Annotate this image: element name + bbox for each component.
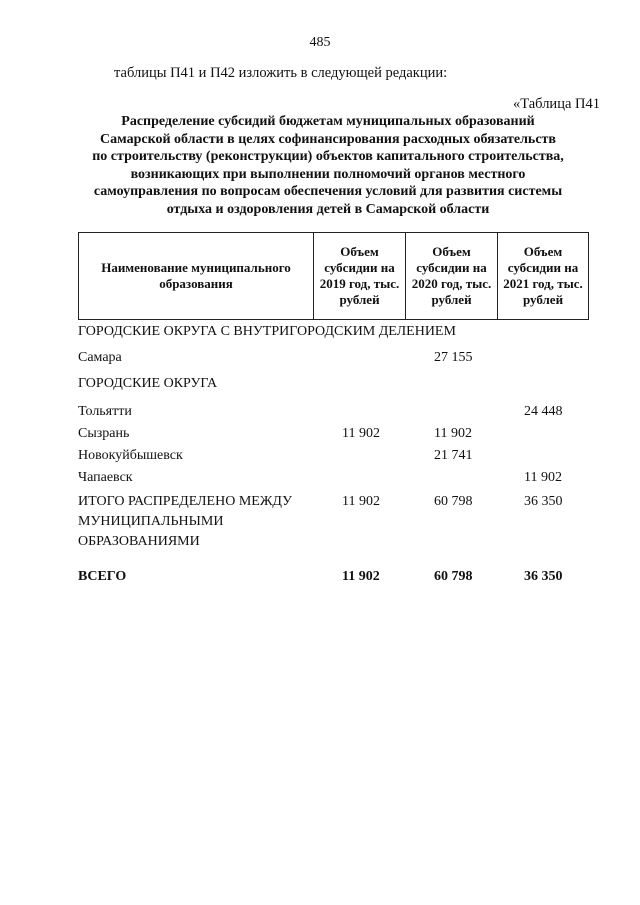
total-distributed-2021: 36 350 [524,494,563,509]
header-2020: Объем субсидии на 2020 год, тыс. рублей [406,233,498,320]
row-value-2019: 11 902 [342,426,380,441]
row-value-2020: 21 741 [434,448,473,463]
row-value-2021: 11 902 [524,470,562,485]
total-distributed-2020: 60 798 [434,494,473,509]
table-title [70,113,586,218]
total-distributed-label: ИТОГО РАСПРЕДЕЛЕНО МЕЖДУ МУНИЦИПАЛЬНЫМИ ОБРАЗОВАНИЯМИ [78,494,292,549]
grand-total-label: ВСЕГО [78,569,127,584]
row-name: Тольятти [78,404,132,419]
header-municipality: Наименование муниципального образования [79,233,314,320]
title-line: отдыха и оздоровления детей в Самарской области [166,201,490,217]
grand-total-2020: 60 798 [434,569,473,584]
title-line: возникающих при выполнении полномочий органов местного [130,166,526,182]
row-name: Новокуйбышевск [78,448,183,463]
table-header [78,232,589,320]
title-line: самоуправления по вопросам обеспечения условий для развития системы [93,184,563,199]
section-heading: ГОРОДСКИЕ ОКРУГА С ВНУТРИГОРОДСКИМ ДЕЛЕНИЕМ [78,324,456,339]
section-heading: ГОРОДСКИЕ ОКРУГА [78,376,218,391]
row-name: Чапаевск [78,470,133,485]
row-value-2020: 27 155 [434,350,473,365]
table-reference: «Таблица П41 [513,96,600,112]
page-number: 485 [309,35,331,50]
intro-text: таблицы П41 и П42 изложить в следующей редакции: [114,65,448,81]
title-line: по строительству (реконструкции) объектов капитального строительства, [92,149,564,164]
row-name: Сызрань [78,426,130,441]
total-distributed-2019: 11 902 [342,494,380,509]
grand-total-2021: 36 350 [524,569,563,584]
grand-total-2019: 11 902 [342,569,380,584]
row-value-2020: 11 902 [434,426,472,441]
header-2021: Объем субсидии на 2021 год, тыс. рублей [498,233,589,320]
row-name: Самара [78,350,122,365]
title-line: Распределение субсидий бюджетам муниципальных образований [121,114,535,129]
header-2019: Объем субсидии на 2019 год, тыс. рублей [314,233,406,320]
title-line: Самарской области в целях софинансирования расходных обязательств [100,131,556,147]
row-value-2021: 24 448 [524,404,563,419]
